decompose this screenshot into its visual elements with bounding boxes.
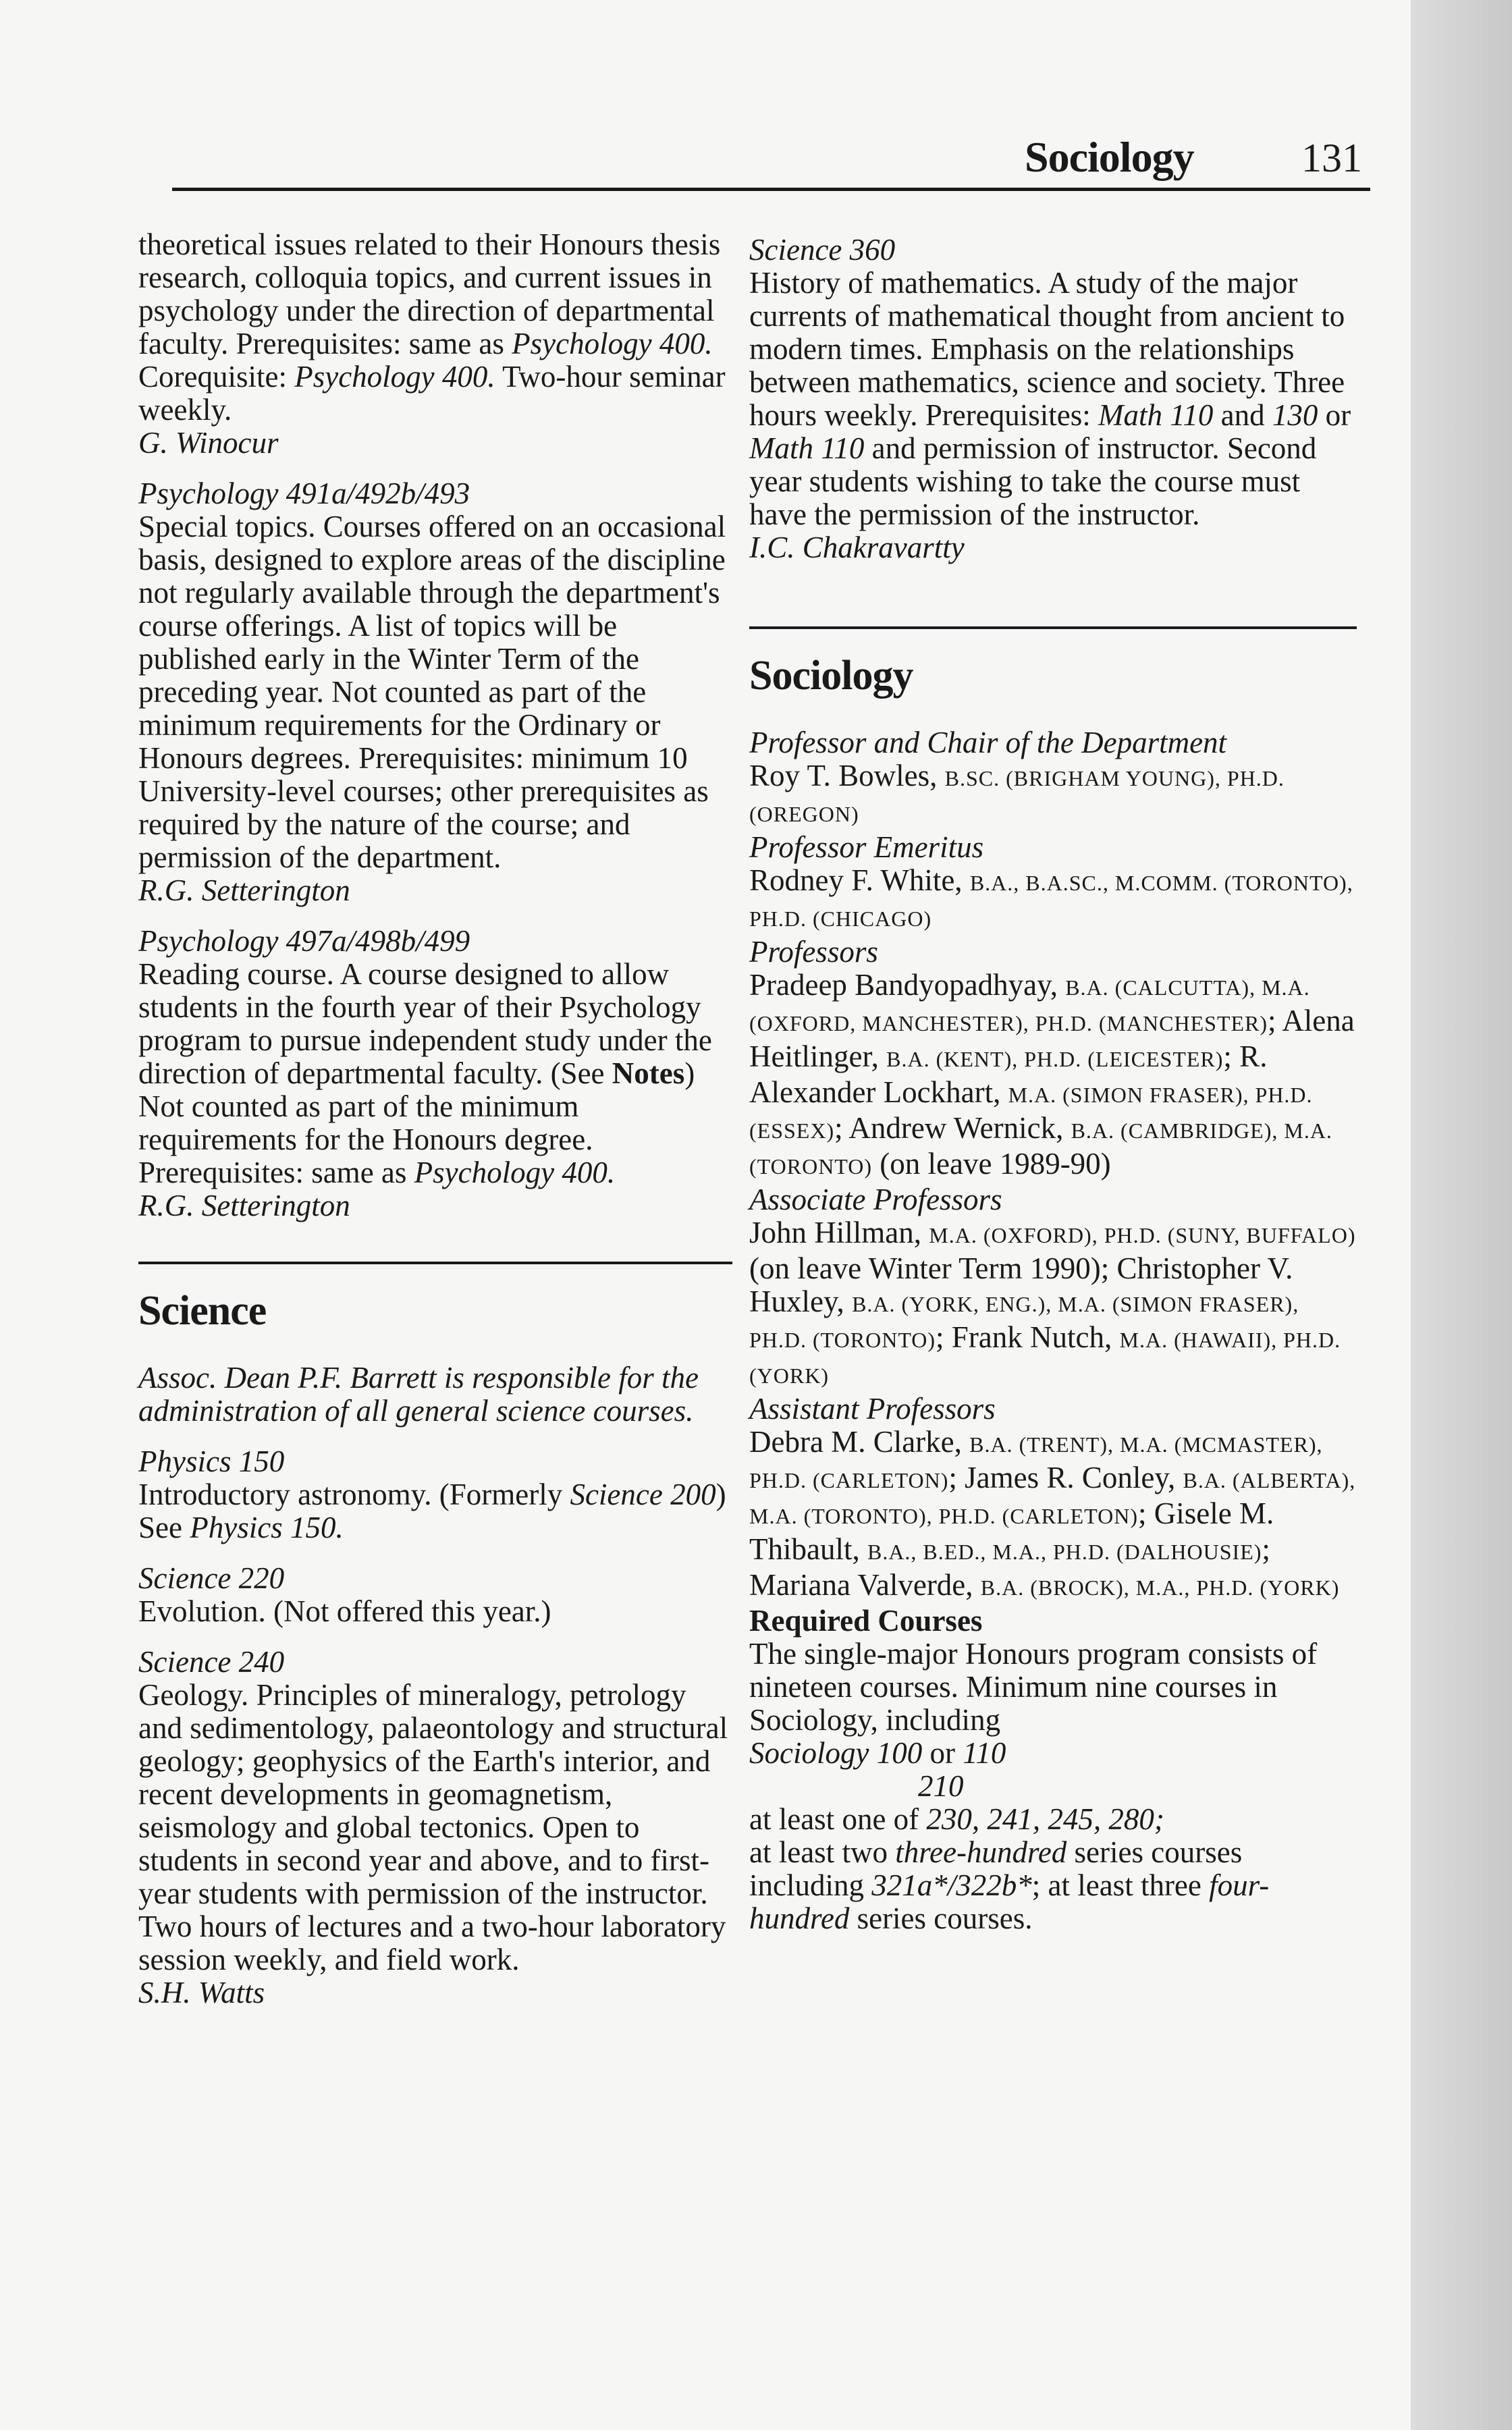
course-description: Introductory astronomy. (Formerly Science 200) See Physics 150. [138, 1478, 726, 1544]
required-courses-heading: Required Courses [749, 1604, 983, 1638]
running-head-title: Sociology [1025, 133, 1194, 181]
faculty-listing: Debra M. Clarke, B.A. (TRENT), M.A. (MCMASTER), PH.D. (CARLETON); James R. Conley, B.A. (ALBERTA), M.A. (TORONTO), PH.D. (CARLETON); Gisele M. Thibault, B.A., B.ED., M.A., PH.D. (DALHOUSIE); Mariana Valverde, B.A. (BROCK), M.A., PH.D. (YORK) [749, 1425, 1356, 1602]
course-description: Reading course. A course designed to allow students in the fourth year of their Psychology program to pursue independent study under the direction of departmental faculty. (See Notes) Not counted as part of the minimum requirements for the Honours degree. Prerequisites: same as Psychology 400. [138, 957, 712, 1189]
course-instructor: G. Winocur [138, 426, 279, 460]
course-title: Science 220 [138, 1561, 285, 1595]
section-rule [138, 1262, 732, 1264]
faculty-listing: Roy T. Bowles, B.SC. (BRIGHAM YOUNG), PH.D. (OREGON) [749, 759, 1285, 826]
course-instructor: I.C. Chakravartty [749, 531, 965, 564]
psychology-497-entry [138, 925, 732, 1222]
page-number: 131 [1301, 136, 1362, 180]
course-title: Science 240 [138, 1645, 285, 1679]
course-instructor: S.H. Watts [138, 1976, 265, 2009]
section-rule [749, 626, 1357, 629]
psychology-491-entry [138, 477, 732, 907]
course-title: Psychology 497a/498b/499 [138, 924, 470, 958]
science-heading: Science [138, 1288, 267, 1334]
faculty-rank: Associate Professors [749, 1183, 1002, 1216]
faculty-listing: John Hillman, M.A. (OXFORD), PH.D. (SUNY, BUFFALO) (on leave Winter Term 1990); Christopher V. Huxley, B.A. (YORK, ENG.), M.A. (SIMON FRASER), PH.D. (TORONTO); Frank Nutch, M.A. (HAWAII), PH.D. (YORK) [749, 1216, 1356, 1388]
faculty-listing: Rodney F. White, B.A., B.A.SC., M.COMM. (TORONTO), PH.D. (CHICAGO) [749, 863, 1353, 931]
faculty-rank: Assistant Professors [749, 1392, 996, 1426]
course-instructor: R.G. Setterington [138, 1189, 350, 1222]
header-rule [172, 188, 1370, 191]
psychology-490-continuation [138, 228, 732, 460]
science-220-entry [138, 1562, 732, 1628]
science-note: Assoc. Dean P.F. Barrett is responsible for the administration of all general science courses. [138, 1361, 699, 1428]
course-description: Geology. Principles of mineralogy, petrology and sedimentology, palaeontology and structural geology; geophysics of the Earth's interior, and recent developments in geomagnetism, seismology and global tectonics. Open to students in second year and above, and to first-year students with permission of the instructor. Two hours of lectures and a two-hour laboratory session weekly, and field work. [138, 1678, 728, 1976]
faculty-rank: Professor and Chair of the Department [749, 726, 1227, 759]
page-edge-shadow [1411, 0, 1512, 2430]
course-description: Special topics. Courses offered on an occasional basis, designed to explore areas of the discipline not regularly available through the department's course offerings. A list of topics will be published early in the Winter Term of the preceding year. Not counted as part of the minimum requirements for the Ordinary or Honours degrees. Prerequisites: minimum 10 University-level courses; other prerequisites as required by the nature of the course; and permission of the department. [138, 510, 726, 874]
physics-150-entry [138, 1445, 732, 1544]
sociology-heading: Sociology [749, 653, 913, 699]
required-courses-text: The single-major Honours program consists of nineteen courses. Minimum nine courses in Sociology, including [749, 1637, 1318, 1737]
right-column [749, 234, 1357, 1935]
science-360-entry [749, 234, 1357, 564]
course-description: theoretical issues related to their Honours thesis research, colloquia topics, and current issues in psychology under the direction of departmental faculty. Prerequisites: same as Psychology 400. Corequisite: Psychology 400. Two-hour seminar weekly. [138, 227, 726, 427]
left-column [138, 228, 732, 2027]
course-instructor: R.G. Setterington [138, 873, 350, 907]
required-line: at least two three-hundred series courses including 321a*/322b*; at least three four-hundred series courses. [749, 1835, 1270, 1935]
course-title: Science 360 [749, 233, 896, 267]
course-description: Evolution. (Not offered this year.) [138, 1594, 551, 1628]
course-title: Physics 150 [138, 1444, 285, 1478]
required-line: Sociology 100 or 110 [749, 1736, 1006, 1770]
faculty-listing: Pradeep Bandyopadhyay, B.A. (CALCUTTA), M.A. (OXFORD, MANCHESTER), PH.D. (MANCHESTER); Alena Heitlinger, B.A. (KENT), PH.D. (LEICESTER); R. Alexander Lockhart, M.A. (SIMON FRASER), PH.D. (ESSEX); Andrew Wernick, B.A. (CAMBRIDGE), M.A. (TORONTO) (on leave 1989-90) [749, 968, 1355, 1181]
course-title: Psychology 491a/492b/493 [138, 477, 470, 510]
required-line: at least one of 230, 241, 245, 280; [749, 1802, 1164, 1836]
faculty-rank: Professors [749, 935, 878, 969]
faculty-rank: Professor Emeritus [749, 830, 984, 864]
science-240-entry [138, 1646, 732, 2009]
required-line: 210 [918, 1769, 964, 1803]
course-description: History of mathematics. A study of the major currents of mathematical thought from ancient to modern times. Emphasis on the relationships between mathematics, science and society. Three hours weekly. Prerequisites: Math 110 and 130 or Math 110 and permission of instructor. Second year students wishing to take the course must have the permission of the instructor. [749, 266, 1351, 531]
